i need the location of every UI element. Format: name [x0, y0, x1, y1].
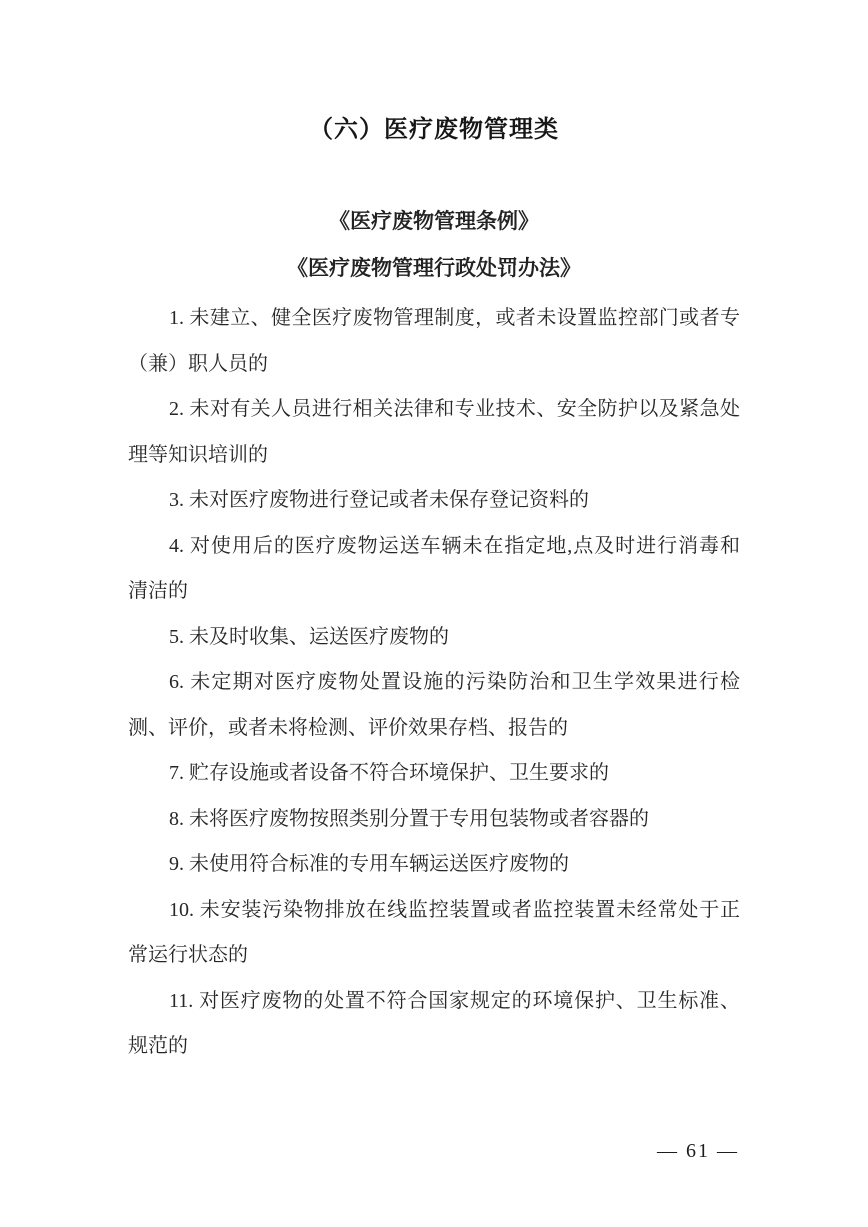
list-item-line: （兼）职人员的: [128, 352, 268, 375]
list-item-line: 8. 未将医疗废物按照类别分置于专用包装物或者容器的: [169, 807, 649, 830]
list-item-line: 9. 未使用符合标准的专用车辆运送医疗废物的: [169, 853, 569, 875]
regulation-subtitles: [128, 198, 740, 292]
list-item-5: [128, 615, 740, 661]
list-item-2: [128, 387, 740, 478]
list-item-line: 10. 未安装污染物排放在线监控装置或者监控装置未经常处于正: [169, 898, 740, 921]
list-item-11: [128, 979, 740, 1070]
list-item-line: 常运行状态的: [128, 944, 248, 966]
list-item-line: 清洁的: [128, 580, 188, 602]
page-number: — 61 —: [657, 1140, 739, 1162]
list-item-3: [128, 478, 740, 524]
document-content: [128, 0, 740, 1070]
subtitle-regulation-1: 《医疗废物管理条例》: [329, 209, 539, 233]
list-item-line: 11. 对医疗废物的处置不符合国家规定的环境保护、卫生标准、: [169, 989, 740, 1012]
list-item-line: 2. 未对有关人员进行相关法律和专业技术、安全防护以及紧急处: [169, 398, 740, 420]
list-item-8: [128, 797, 740, 843]
list-item-line: 4. 对使用后的医疗废物运送车辆未在指定地,点及时进行消毒和: [169, 534, 740, 557]
list-item-line: 规范的: [128, 1035, 188, 1057]
list-item-10: [128, 888, 740, 979]
list-item-4: [128, 524, 740, 615]
list-item-9: [128, 842, 740, 888]
list-item-6: [128, 660, 740, 751]
list-item-line: 5. 未及时收集、运送医疗废物的: [169, 625, 449, 648]
list-item-line: 7. 贮存设施或者设备不符合环境保护、卫生要求的: [169, 762, 609, 784]
list-item-line: 理等知识培训的: [128, 443, 268, 466]
list-item-7: [128, 751, 740, 797]
list-item-line: 6. 未定期对医疗废物处置设施的污染防治和卫生学效果进行检: [169, 671, 740, 693]
violation-list: [128, 296, 740, 1070]
list-item-1: [128, 296, 740, 387]
list-item-line: 3. 未对医疗废物进行登记或者未保存登记资料的: [169, 489, 589, 511]
subtitle-regulation-2: 《医疗废物管理行政处罚办法》: [287, 256, 581, 280]
section-title: （六）医疗废物管理类: [309, 116, 559, 143]
list-item-line: 测、评价，或者未将检测、评价效果存档、报告的: [128, 716, 568, 739]
list-item-line: 1. 未建立、健全医疗废物管理制度，或者未设置监控部门或者专: [169, 307, 740, 329]
